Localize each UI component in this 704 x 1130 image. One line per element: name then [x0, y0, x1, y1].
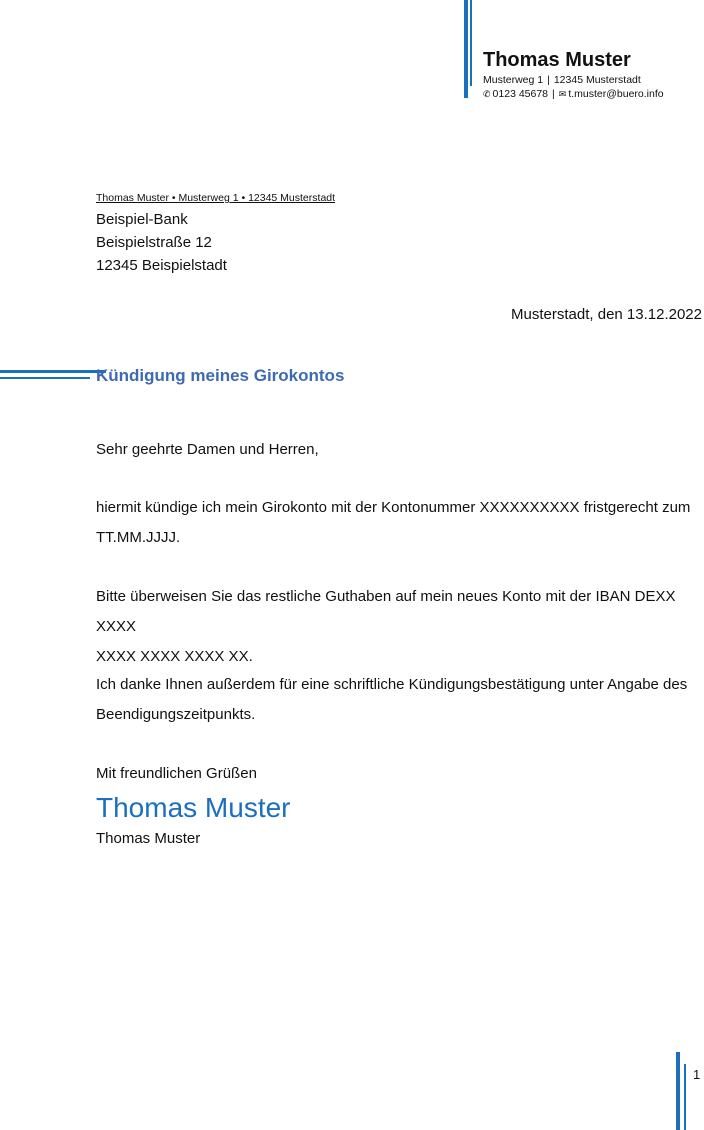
letter-date: Musterstadt, den 13.12.2022 — [511, 306, 702, 323]
subject-accent-rule — [0, 370, 106, 373]
signature-script: Thomas Muster — [96, 792, 291, 823]
body-paragraph-1 — [96, 493, 696, 553]
sender-phone: 0123 45678 — [492, 88, 549, 100]
sender-street: Musterweg 1 — [483, 74, 544, 86]
paragraph-line: Bitte überweisen Sie das restliche Guthaben auf mein neues Konto mit der IBAN DEXX XXXX — [96, 588, 676, 635]
phone-icon: ✆ — [483, 89, 491, 99]
body-paragraph-2 — [96, 582, 696, 672]
subject-accent-rule-thin — [0, 377, 90, 379]
separator: | — [547, 74, 550, 86]
header-accent-bar-thin — [470, 0, 472, 86]
return-address-line: Thomas Muster • Musterweg 1 • 12345 Musterstadt — [96, 192, 336, 204]
sender-name: Thomas Muster — [483, 49, 631, 71]
salutation: Sehr geehrte Damen und Herren, — [96, 441, 319, 458]
closing-phrase: Mit freundlichen Grüßen — [96, 765, 257, 782]
paragraph-line: Ich danke Ihnen außerdem für eine schriftliche Kündigungsbestätigung unter Angabe des — [96, 676, 688, 693]
recipient-address — [96, 208, 227, 277]
signature-printed-name: Thomas Muster — [96, 830, 201, 847]
separator: | — [552, 88, 555, 100]
envelope-icon: ✉ — [558, 89, 567, 99]
paragraph-line: XXXX XXXX XXXX XX. — [96, 648, 253, 665]
letter-subject: Kündigung meines Girokontos — [96, 366, 345, 385]
paragraph-line: hiermit kündige ich mein Girokonto mit der Kontonummer XXXXXXXXXX fristgerecht zum — [96, 499, 691, 516]
header-accent-bar — [464, 0, 468, 98]
page-number: 1 — [693, 1067, 701, 1082]
recipient-name: Beispiel-Bank — [96, 211, 188, 228]
footer-accent-bar — [676, 1052, 680, 1130]
sender-city: 12345 Musterstadt — [553, 74, 641, 86]
sender-email: t.muster@buero.info — [568, 88, 664, 100]
sender-contact — [483, 88, 664, 100]
footer-accent-bar-thin — [684, 1064, 686, 1130]
sender-address — [483, 74, 641, 86]
paragraph-line: Beendigungszeitpunkts. — [96, 706, 256, 723]
recipient-street: Beispielstraße 12 — [96, 234, 212, 251]
body-paragraph-3 — [96, 670, 696, 730]
recipient-city: 12345 Beispielstadt — [96, 257, 227, 274]
paragraph-line: TT.MM.JJJJ. — [96, 529, 181, 546]
